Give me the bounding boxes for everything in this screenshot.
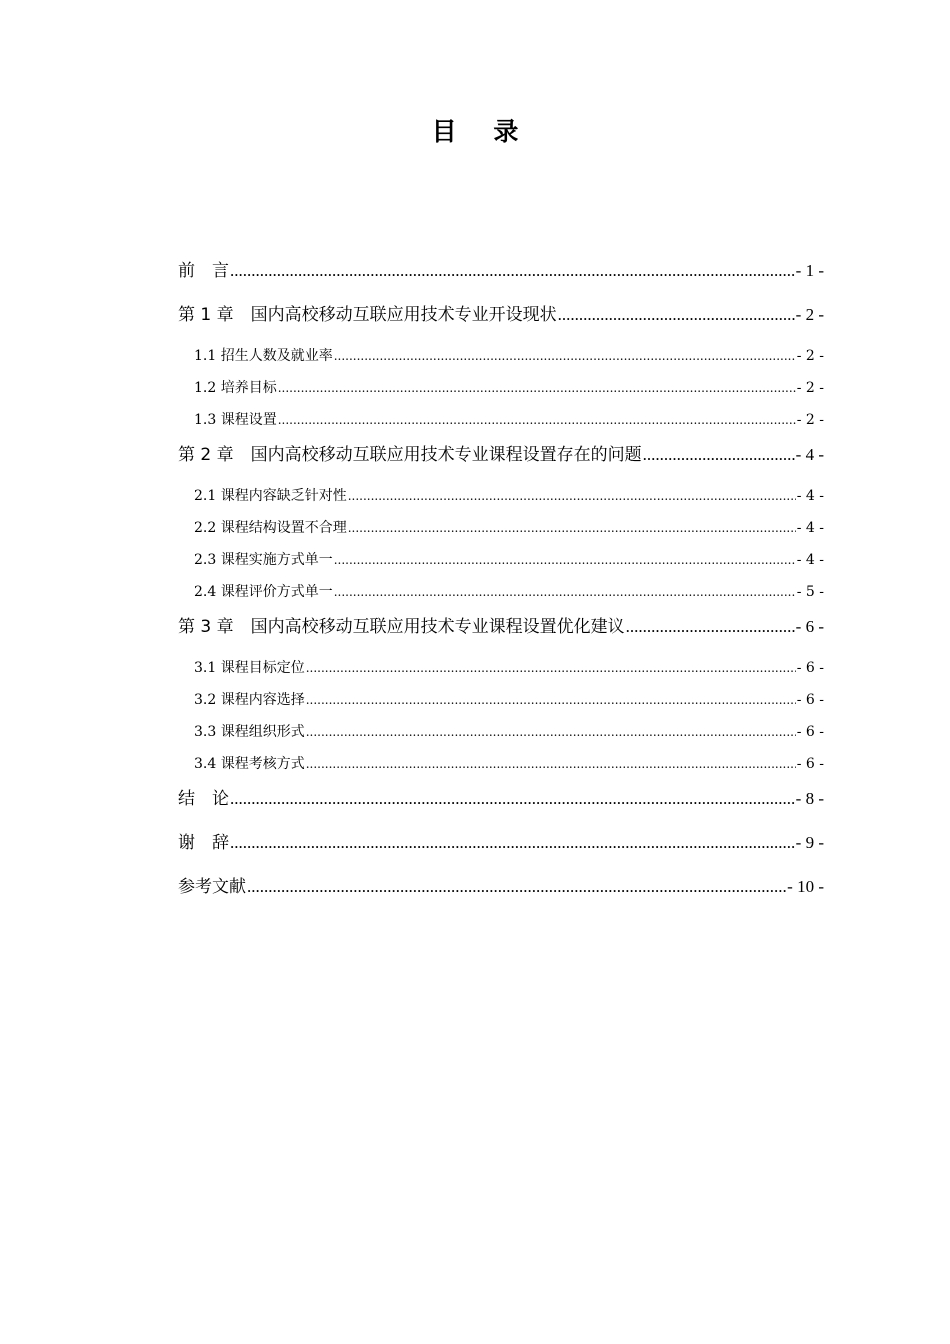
toc-page-number: - 1 - <box>795 261 824 280</box>
toc-entry-label: 谢 辞 <box>178 833 229 853</box>
dot-leader <box>230 780 795 818</box>
toc-entry[interactable] <box>178 512 824 544</box>
toc-entry-label: 结 论 <box>178 789 229 809</box>
dot-leader <box>278 404 796 436</box>
toc-page-number: - 4 - <box>796 520 824 536</box>
toc-entry-label: 1.1 招生人数及就业率 <box>194 348 333 364</box>
toc-entry-label: 3.4 课程考核方式 <box>194 756 305 772</box>
toc-page-number: - 10 - <box>787 877 824 896</box>
toc-entry[interactable] <box>178 480 824 512</box>
toc-entry[interactable] <box>178 716 824 748</box>
toc-page-number: - 9 - <box>795 833 824 852</box>
toc-entry[interactable] <box>178 340 824 372</box>
toc-entry-label: 参考文献 <box>178 877 246 897</box>
toc-page-number: - 2 - <box>796 380 824 396</box>
dot-leader <box>334 576 796 608</box>
dot-leader <box>306 684 796 716</box>
toc-entry[interactable] <box>178 652 824 684</box>
toc-page-number: - 2 - <box>795 305 824 324</box>
dot-leader <box>278 372 796 404</box>
dot-leader <box>306 748 796 780</box>
toc-entry[interactable] <box>178 868 824 912</box>
toc-page-number: - 6 - <box>796 756 824 772</box>
dot-leader <box>306 716 796 748</box>
toc-page-number: - 5 - <box>796 584 824 600</box>
toc-page-number: - 8 - <box>795 789 824 808</box>
toc-title: 目 录 <box>431 117 533 146</box>
toc-page-number: - 6 - <box>796 692 824 708</box>
dot-leader <box>334 544 796 576</box>
toc-page-number: - 6 - <box>796 660 824 676</box>
toc-page-number: - 4 - <box>795 445 824 464</box>
dot-leader <box>626 608 795 646</box>
toc-entry[interactable] <box>178 684 824 716</box>
toc-entry[interactable] <box>178 608 824 652</box>
toc-entry-label: 1.2 培养目标 <box>194 380 277 396</box>
toc-list <box>178 252 824 912</box>
dot-leader <box>334 340 796 372</box>
toc-entry[interactable] <box>178 404 824 436</box>
dot-leader <box>230 252 795 290</box>
toc-entry[interactable] <box>178 296 824 340</box>
toc-entry-label: 2.2 课程结构设置不合理 <box>194 520 347 536</box>
toc-entry-label: 2.4 课程评价方式单一 <box>194 584 333 600</box>
toc-entry-label: 2.3 课程实施方式单一 <box>194 552 333 568</box>
toc-entry-label: 前 言 <box>178 261 229 281</box>
toc-entry[interactable] <box>178 436 824 480</box>
toc-entry-label: 1.3 课程设置 <box>194 412 277 428</box>
toc-entry[interactable] <box>178 372 824 404</box>
toc-page-number: - 2 - <box>796 412 824 428</box>
toc-entry-label: 2.1 课程内容缺乏针对性 <box>194 488 347 504</box>
toc-entry-label: 3.2 课程内容选择 <box>194 692 305 708</box>
toc-entry[interactable] <box>178 824 824 868</box>
toc-entry[interactable] <box>178 748 824 780</box>
toc-page-number: - 4 - <box>796 552 824 568</box>
dot-leader <box>348 480 796 512</box>
dot-leader <box>348 512 796 544</box>
toc-entry-label: 第 1 章 国内高校移动互联应用技术专业开设现状 <box>178 305 557 325</box>
dot-leader <box>230 824 795 862</box>
toc-entry-label: 3.1 课程目标定位 <box>194 660 305 676</box>
toc-page-number: - 2 - <box>796 348 824 364</box>
toc-page-number: - 6 - <box>795 617 824 636</box>
dot-leader <box>247 868 786 906</box>
dot-leader <box>558 296 795 334</box>
toc-entry-label: 第 3 章 国内高校移动互联应用技术专业课程设置优化建议 <box>178 617 625 637</box>
toc-entry[interactable] <box>178 544 824 576</box>
toc-entry-label: 第 2 章 国内高校移动互联应用技术专业课程设置存在的问题 <box>178 445 642 465</box>
toc-entry[interactable] <box>178 252 824 296</box>
toc-entry[interactable] <box>178 780 824 824</box>
toc-page-number: - 4 - <box>796 488 824 504</box>
toc-entry[interactable] <box>178 576 824 608</box>
dot-leader <box>643 436 795 474</box>
toc-entry-label: 3.3 课程组织形式 <box>194 724 305 740</box>
toc-page-number: - 6 - <box>796 724 824 740</box>
dot-leader <box>306 652 796 684</box>
